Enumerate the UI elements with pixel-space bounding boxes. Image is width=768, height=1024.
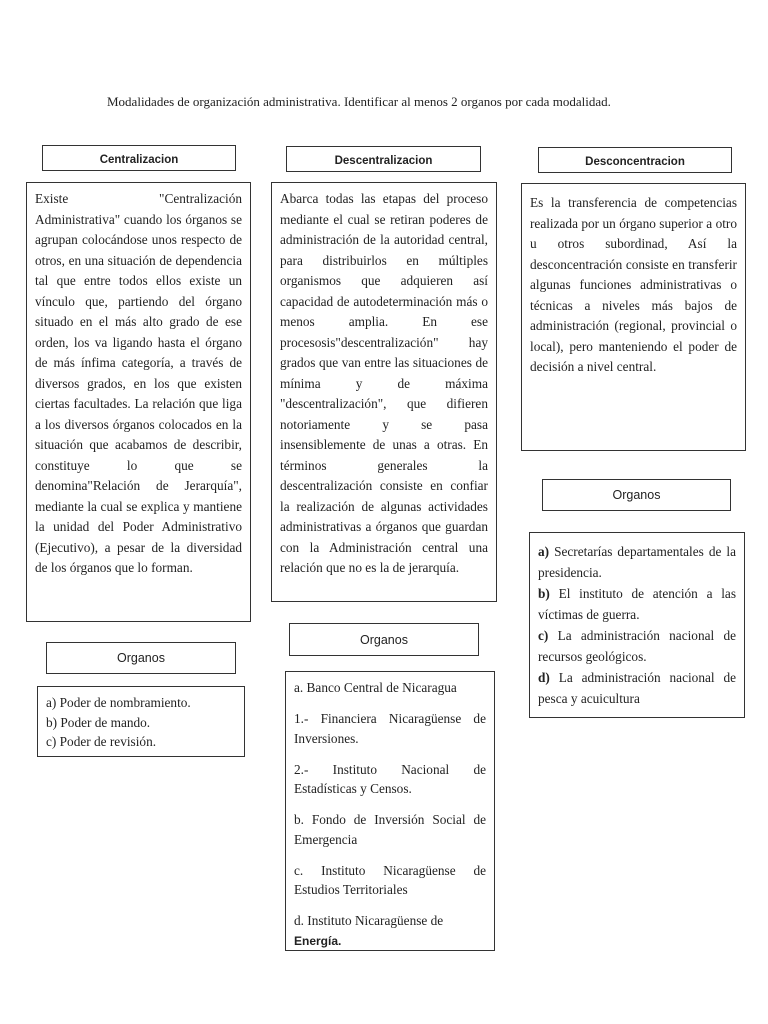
list-item [294, 911, 486, 951]
list-item [538, 541, 736, 583]
description-descentralizacion [271, 182, 497, 602]
list-item: c. Instituto Nicaragüense de Estudios Territoriales [294, 862, 486, 897]
list-item-text: La administración nacional de pesca y acuicultura [538, 670, 737, 706]
description-centralizacion-text: Existe "Centralización Administrativa" cuando los órganos se agrupan colocándose unos respecto de otros, en una situación de dependencia tal que entre todos ellos existe un vínculo que, partiendo del órgano situado en el más alto grado de ese orden, los va ligando hasta el órgano de más ínfima categoría, a través de diversos grados, en los que existen ciertas facultades. La relación que liga a los diversos órganos colocados en la situación que acabamos de describir, constituye lo que se denomina"Relación de Jerarquía", mediante la cual se explica y mantiene la unidad del Poder Administrativo (Ejecutivo), a pesar de la diversidad de los órganos que lo forman. [35, 191, 242, 575]
list-item: a. Banco Central de Nicaragua [294, 680, 457, 695]
list-item: b) Poder de mando. [46, 714, 151, 730]
header-desconcentracion: Desconcentracion [538, 147, 732, 173]
list-item-marker: a) [538, 544, 550, 559]
organos-list-centralizacion [37, 686, 245, 757]
list-item: c) Poder de revisión. [46, 734, 157, 749]
header-descentralizacion: Descentralizacion [286, 146, 481, 172]
description-desconcentracion-text: Es la transferencia de competencias realizada por un órgano superior a otro u otros subordinad, Así la desconcentración consiste en transferir algunas funciones administrativas o técnicas a niveles más bajos de administración (regional, provincial o local), pero manteniendo el poder de decisión a nivel central. [530, 195, 737, 374]
header-centralizacion: Centralizacion [42, 145, 236, 171]
list-item-bold-text: Energía. [294, 933, 342, 948]
organos-list-desconcentracion [529, 532, 745, 718]
organos-label-descentralizacion: Organos [289, 623, 479, 656]
description-descentralizacion-text: Abarca todas las etapas del proceso mediante el cual se retiran poderes de administración de la autoridad central, para distribuirlos en múltiples organismos que adquieren así capacidad de autodeterminación más o menos amplia. En ese procesosis"descentralización" hay grados que van entre las situaciones de mínima y de máxima "descentralización", que difieren notoriamente y se pasa insensiblemente de unas a otras. En términos generales la descentralización consiste en confiar la realización de algunas actividades administrativas a órganos que guardan con la Administración central una relación que no es la de jerarquía. [280, 191, 488, 575]
list-item-marker: c) [538, 628, 549, 643]
organos-label-desconcentracion: Organos [542, 479, 731, 511]
list-item: 1.- Financiera Nicaragüense de Inversiones. [294, 711, 486, 746]
list-item-text: El instituto de atención a las víctimas de guerra. [538, 586, 736, 622]
list-item: 2.- Instituto Nacional de Estadísticas y Censos. [294, 761, 486, 796]
list-item [538, 667, 736, 709]
list-item-marker: d) [538, 670, 550, 685]
list-item-marker: b) [538, 586, 550, 601]
list-item: a) Poder de nombramiento. [46, 695, 191, 710]
list-item [538, 583, 736, 625]
list-item-text: d. Instituto Nicaragüense de [294, 913, 444, 928]
description-centralizacion [26, 182, 251, 622]
list-item-text: Secretarías departamentales de la presidencia. [538, 544, 736, 580]
list-item-text: La administración nacional de recursos geológicos. [538, 628, 737, 664]
organos-label-centralizacion: Organos [46, 642, 236, 674]
description-desconcentracion [521, 183, 746, 451]
list-item: b. Fondo de Inversión Social de Emergencia [294, 812, 486, 847]
list-item [538, 625, 736, 667]
intro-text: Modalidades de organización administrativa. Identificar al menos 2 organos por cada modalidad. [107, 94, 611, 109]
organos-list-descentralizacion [285, 671, 495, 951]
